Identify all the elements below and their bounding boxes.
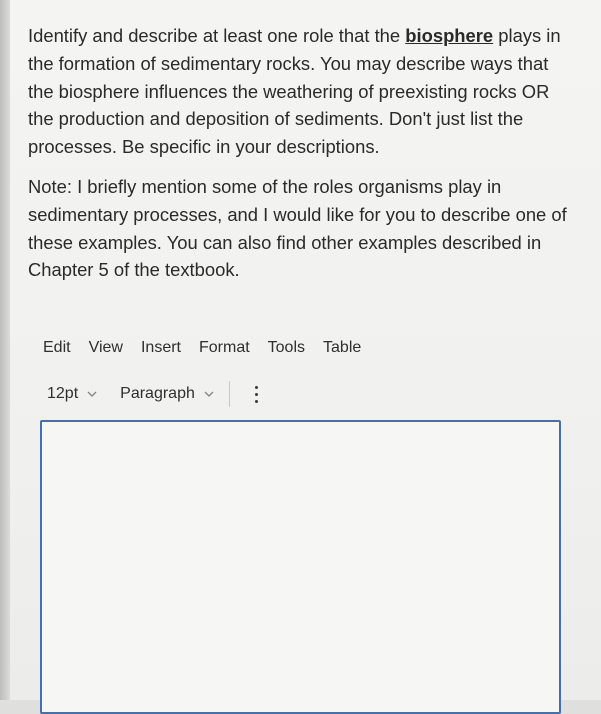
- menu-insert[interactable]: Insert: [140, 339, 181, 356]
- block-format-select[interactable]: [120, 385, 215, 403]
- font-size-select[interactable]: [47, 385, 98, 403]
- font-size-value: 12pt: [47, 385, 79, 402]
- question-text-end: plays in the formation of sedimentary rocks. You may describe ways that the biosphere influences the weathering of preexisting rocks OR the production and deposition of sediments. Don't just list the processes. Be specific in your descriptions.: [28, 25, 561, 158]
- question-text-start: Identify and describe at least one role that the: [28, 25, 406, 46]
- menu-view[interactable]: View: [88, 339, 123, 356]
- editor-menubar: [43, 339, 379, 357]
- question-keyword: biosphere: [405, 25, 494, 46]
- toolbar-divider: [229, 381, 230, 407]
- block-format-value: Paragraph: [120, 385, 195, 402]
- question-paragraph-2: Note: I briefly mention some of the roles organisms play in sedimentary processes, and I would like for you to describe one of these examples. You can also find other examples described in Chapter 5 of the textbook.: [28, 175, 567, 281]
- menu-tools[interactable]: Tools: [267, 339, 306, 356]
- menu-table[interactable]: Table: [323, 339, 362, 356]
- question-panel: [10, 0, 601, 700]
- page-edge-shadow: [0, 0, 10, 700]
- menu-edit[interactable]: Edit: [43, 339, 71, 356]
- kebab-menu-icon[interactable]: [250, 384, 262, 404]
- answer-text-area[interactable]: [40, 420, 561, 714]
- question-prompt: [28, 22, 578, 284]
- question-paragraph-1: [28, 22, 578, 161]
- chevron-down-icon: [203, 388, 215, 400]
- menu-format[interactable]: Format: [198, 339, 250, 356]
- chevron-down-icon: [86, 388, 98, 400]
- editor-toolbar: [47, 381, 262, 407]
